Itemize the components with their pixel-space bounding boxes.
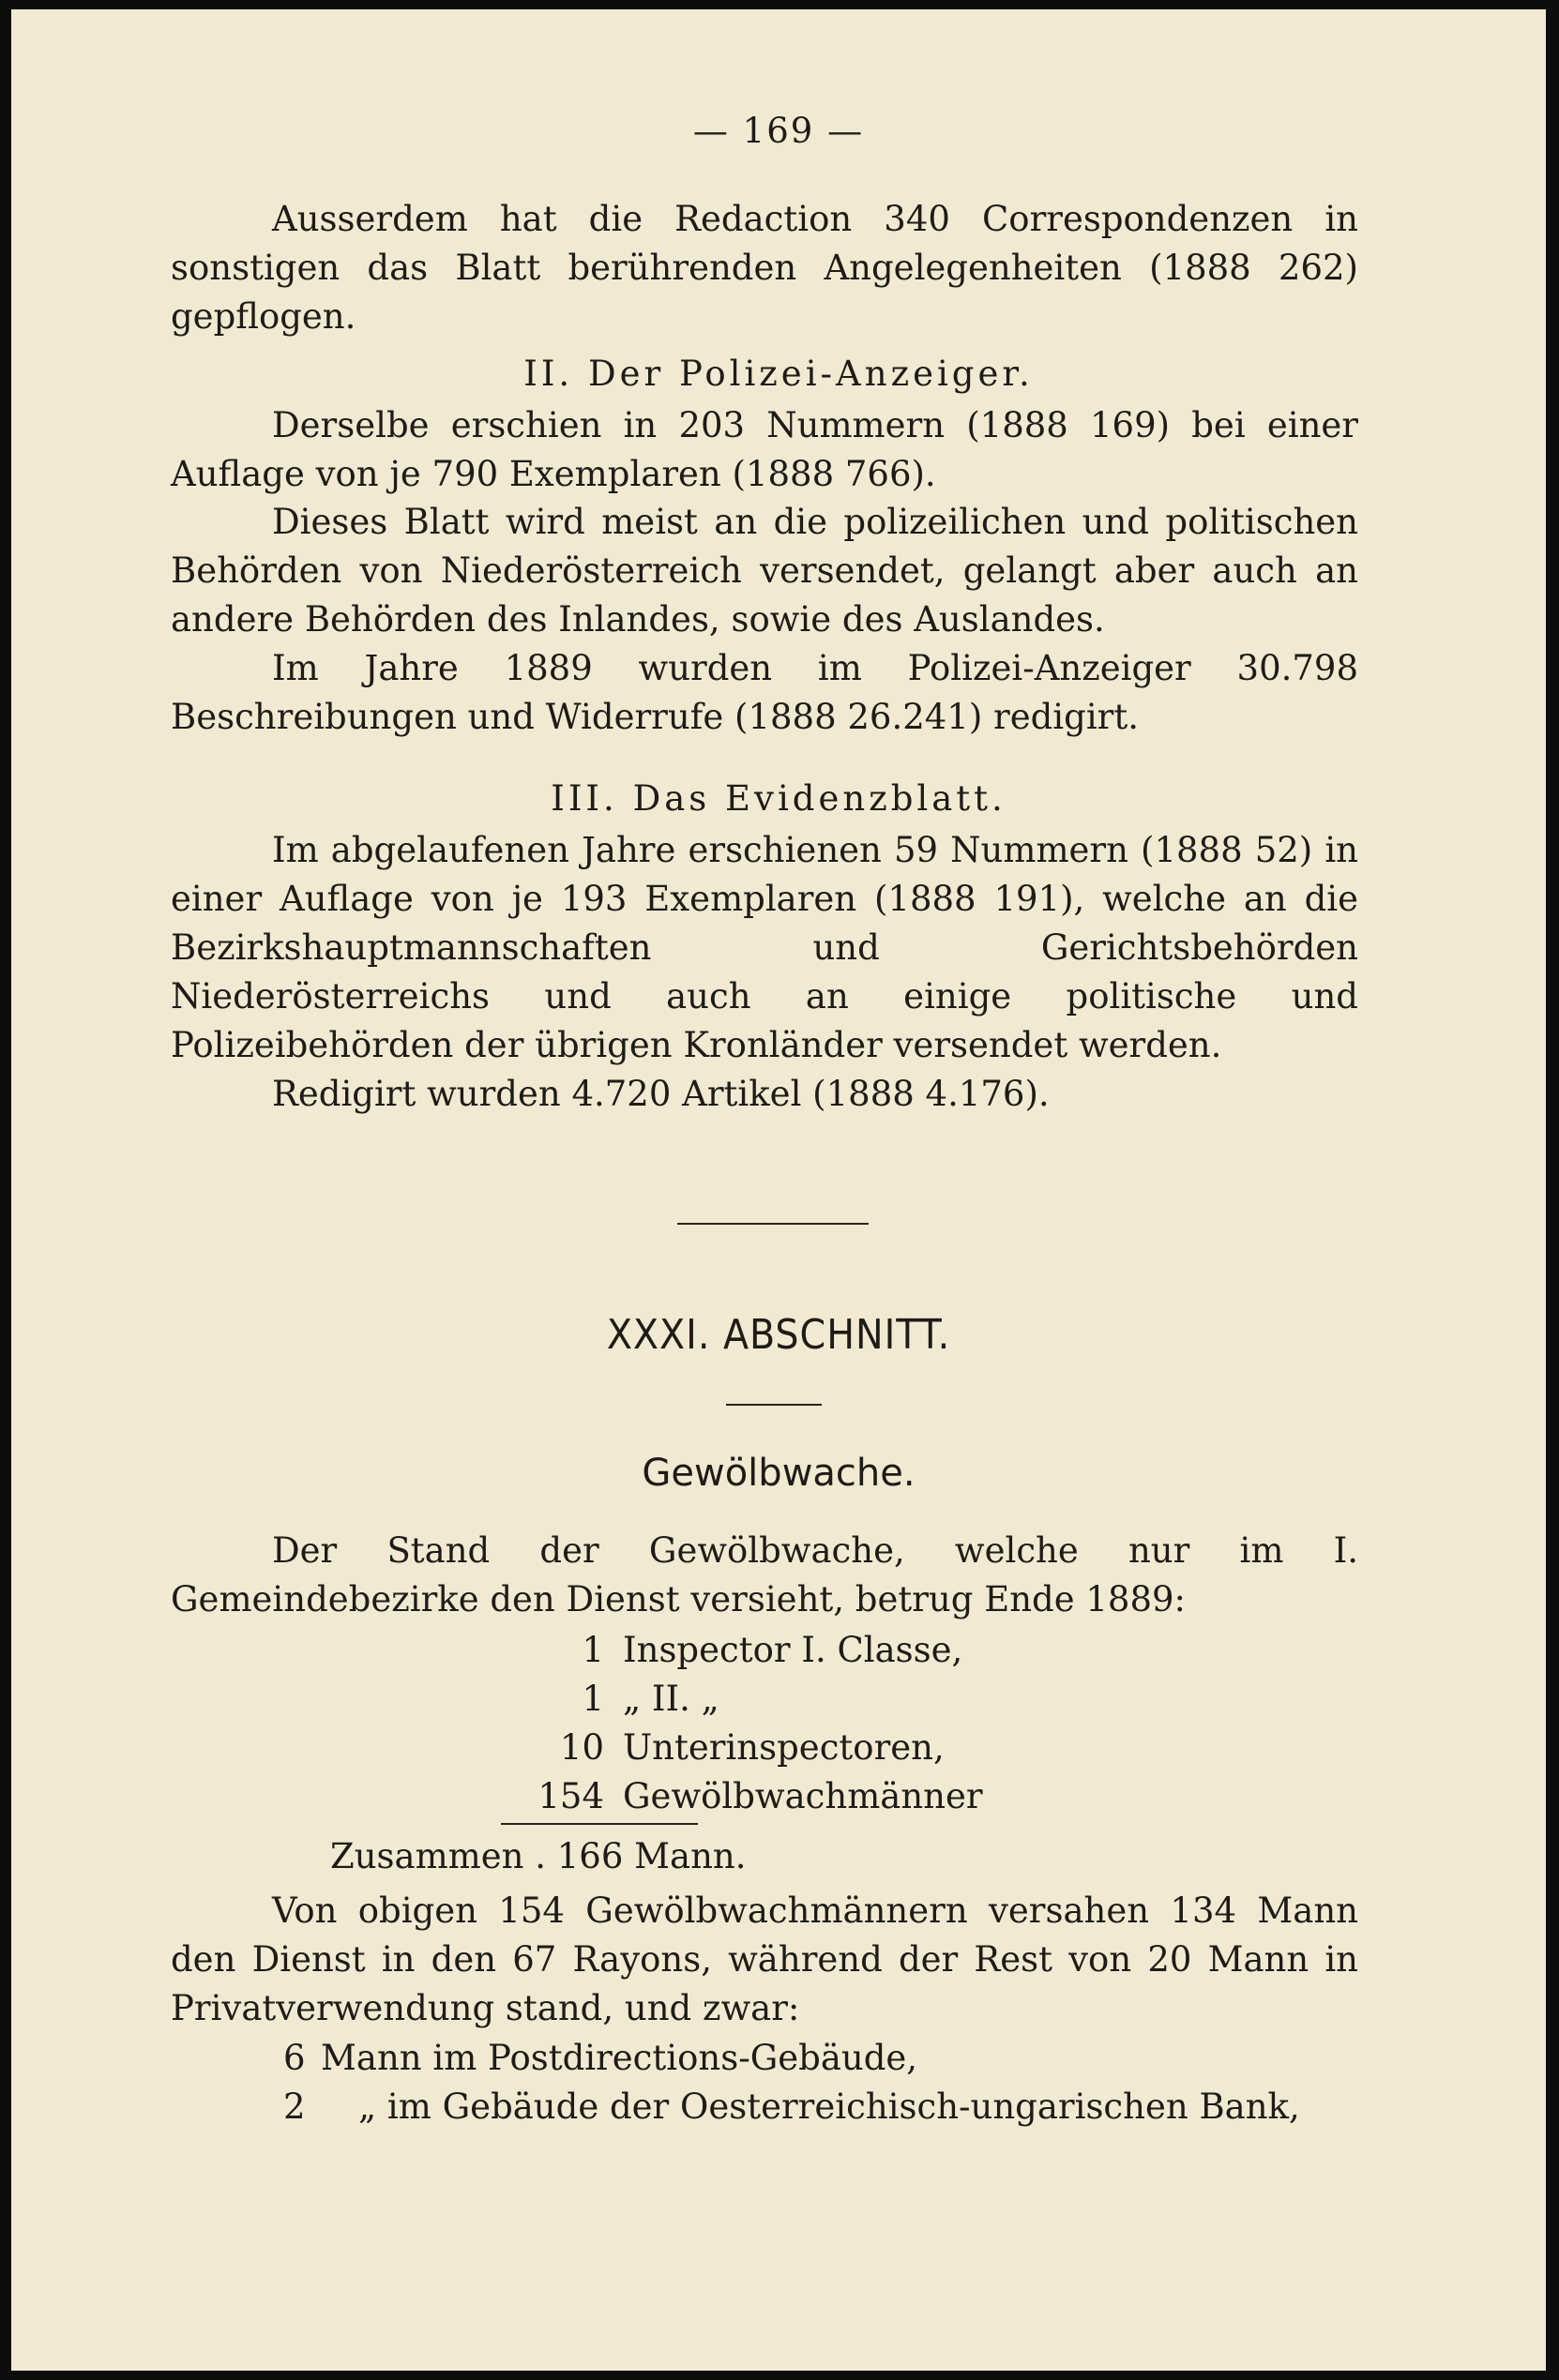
list-item (499, 1675, 1156, 1724)
private-count: 2 (283, 2086, 306, 2127)
gewoelbwache-paragraph: Von obigen 154 Gewölbwachmännern versahen 134 Mann den Dienst in den 67 Rayons, während der Rest von 20 Mann in Privatverwendung stand, und zwar: (171, 1890, 1358, 2028)
staff-label: „ II. „ (623, 1679, 719, 1719)
gewoelbwache-intro: Der Stand der Gewölbwache, welche nur im I. Gemeindebezirke den Dienst versieht, betrug Ende 1889: (171, 1530, 1358, 1619)
private-count: 6 (283, 2038, 306, 2078)
intro-paragraph: Ausserdem hat die Redaction 340 Correspondenzen in sonstigen das Blatt berührenden Angelegenheiten (1888 262) gepflogen. (171, 199, 1358, 337)
private-label: Mann im Postdirections-Gebäude, (321, 2038, 918, 2078)
staff-count: 10 (559, 1727, 604, 1768)
sum-rule (501, 1823, 698, 1825)
list-item (283, 2034, 1358, 2083)
staff-count: 1 (582, 1630, 604, 1670)
section-ii-heading: II. Der Polizei-Anzeiger. (523, 354, 1034, 394)
section-iii-paragraph-2: Redigirt wurden 4.720 Artikel (1888 4.176). (272, 1074, 1050, 1114)
page-number: — 169 — (692, 111, 865, 151)
list-item (283, 2083, 1358, 2131)
list-item (499, 1772, 1156, 1821)
section-ii-paragraph-3: Im Jahre 1889 wurden im Polizei-Anzeiger 30.798 Beschreibungen und Widerrufe (1888 26.241) redigirt. (171, 648, 1358, 737)
section-divider (677, 1223, 869, 1225)
staff-label: Gewölbwachmänner (623, 1776, 983, 1816)
private-label: „ im Gebäude der Oesterreichisch-ungarischen Bank, (358, 2086, 1300, 2127)
staff-label: Unterinspectoren, (623, 1727, 945, 1768)
section-iii-heading: III. Das Evidenzblatt. (551, 778, 1007, 819)
staff-label: Inspector I. Classe, (623, 1630, 963, 1670)
chapter-heading: XXXI. ABSCHNITT. (606, 1311, 951, 1359)
section-ii-paragraph-2: Dieses Blatt wird meist an die polizeilichen und politischen Behörden von Niederösterreich versendet, gelangt aber auch an andere Behörden des Inlandes, sowie des Auslandes. (171, 502, 1358, 640)
chapter-underline (726, 1404, 822, 1406)
book-page (11, 9, 1546, 2371)
staff-count: 154 (537, 1776, 604, 1816)
section-iii-paragraph-1: Im abgelaufenen Jahre erschienen 59 Nummern (1888 52) in einer Auflage von je 193 Exemplaren (1888 191), welche an die Bezirkshauptmannschaften und Gerichtsbehörden Niederösterreichs und auch an einige politische und Polizeibehörden der übrigen Kronländer versendet werden. (171, 830, 1358, 1065)
section-ii-paragraph-1: Derselbe erschien in 203 Nummern (1888 169) bei einer Auflage von je 790 Exemplaren (1888 766). (171, 405, 1358, 494)
subsection-heading: Gewölbwache. (642, 1452, 916, 1495)
list-item (499, 1724, 1156, 1772)
staff-count: 1 (582, 1679, 604, 1719)
staff-total: Zusammen . 166 Mann. (330, 1836, 747, 1876)
list-item (499, 1626, 1156, 1675)
